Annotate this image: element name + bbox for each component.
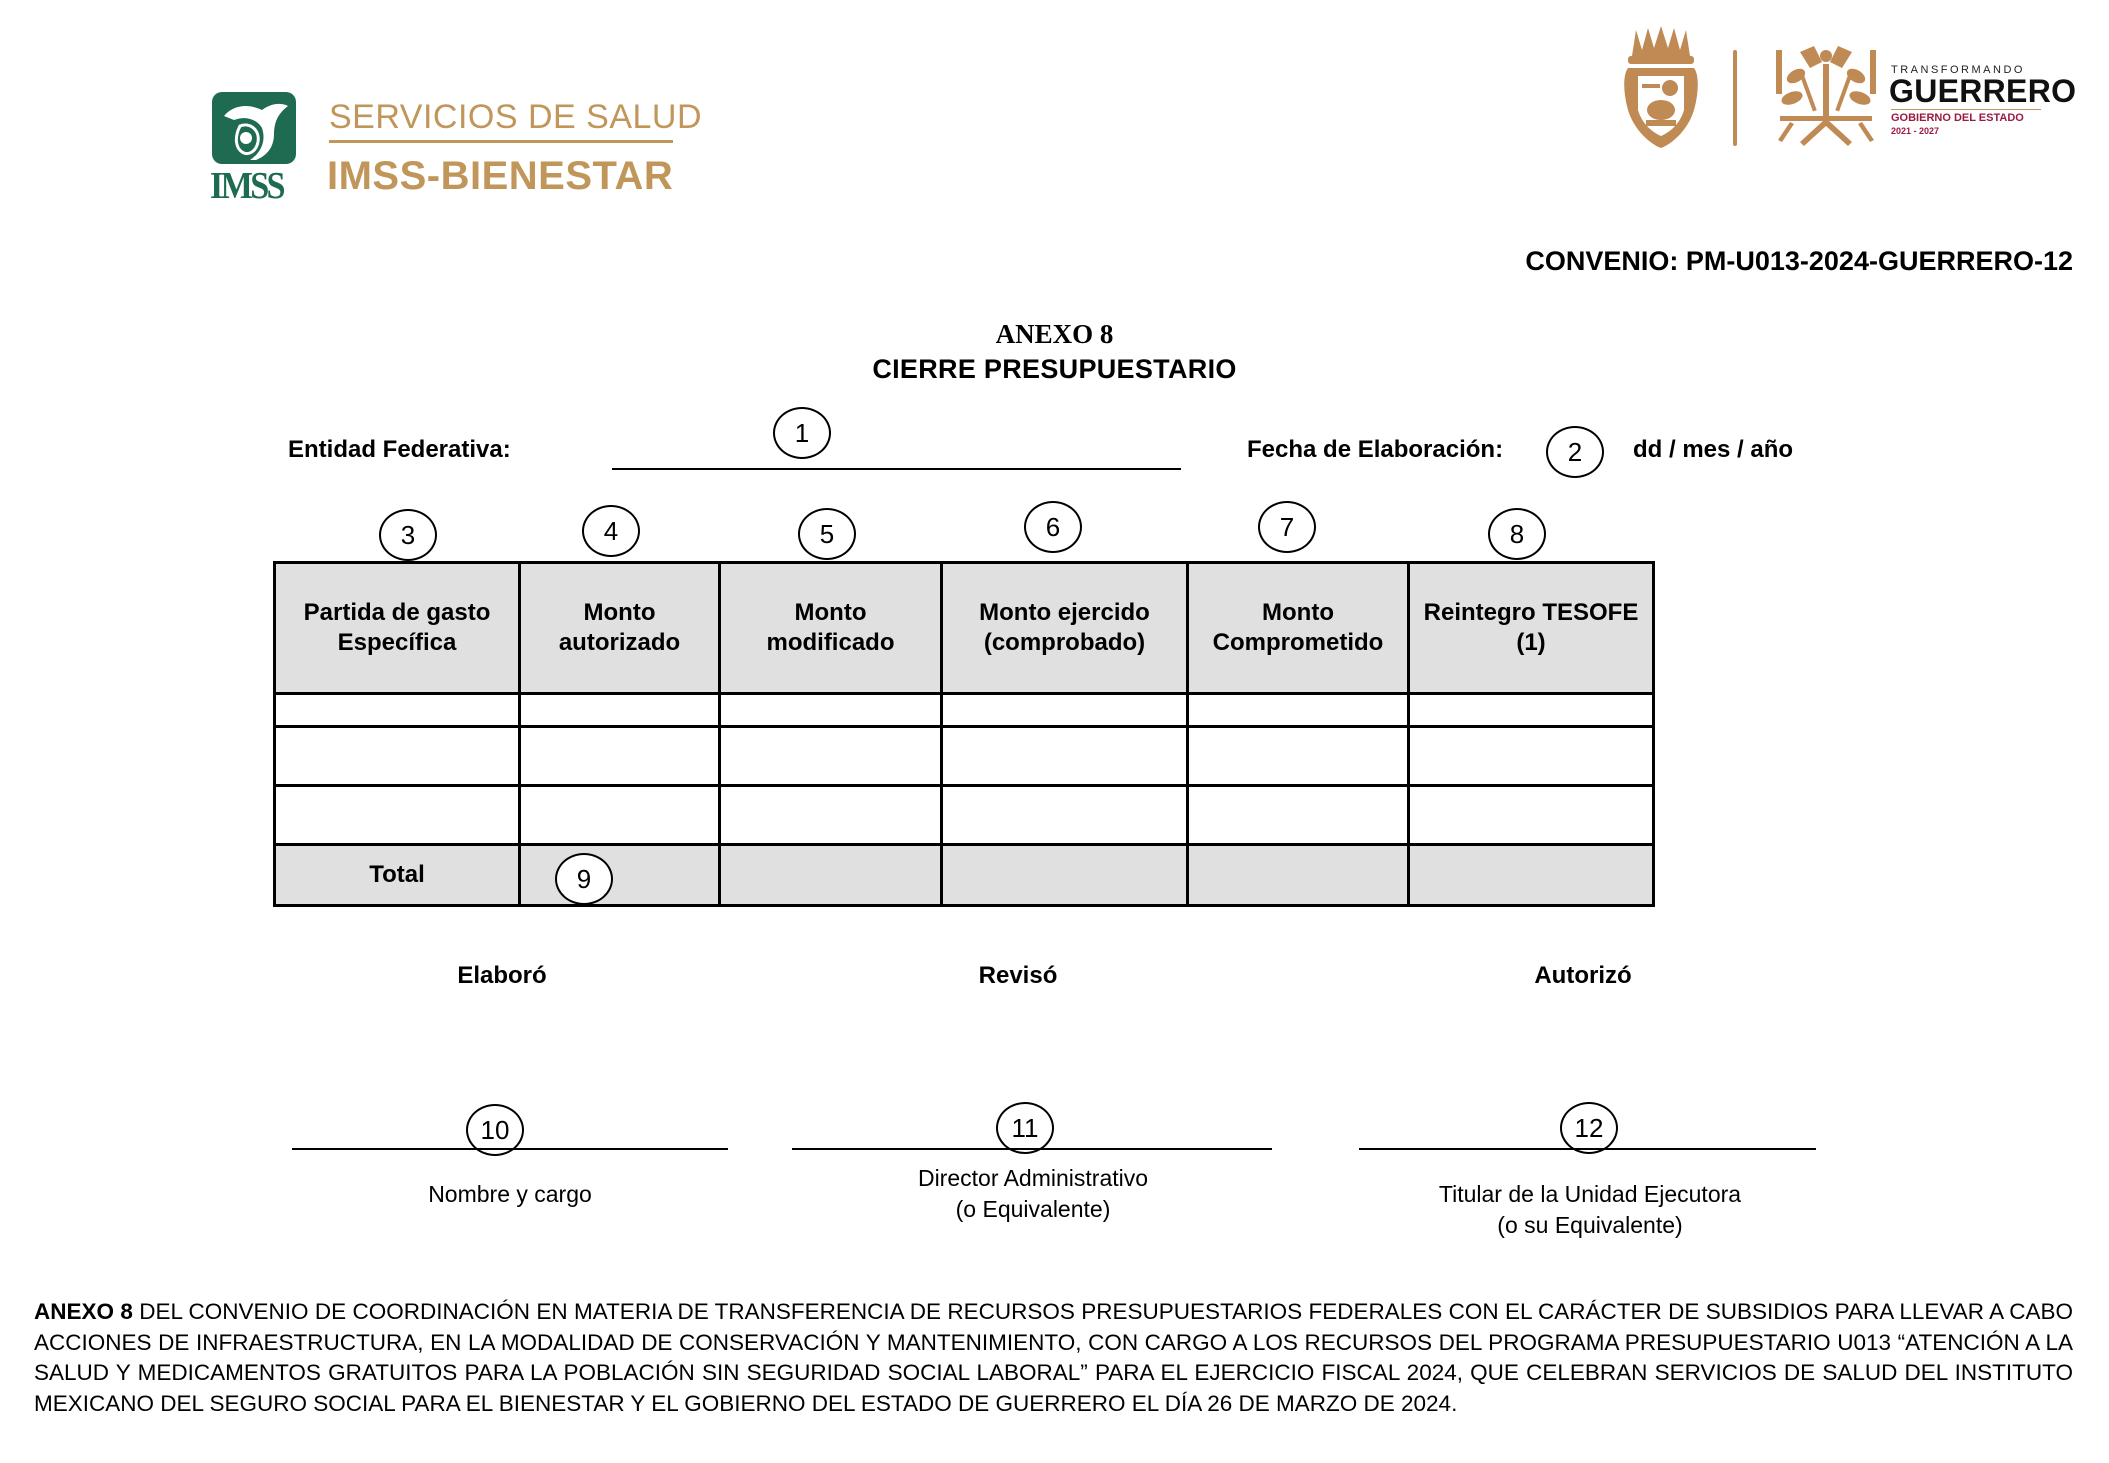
total-cell[interactable] [520,845,720,906]
signature-label-autorizo: Autorizó [1534,962,1632,989]
marker-7: 7 [1258,501,1316,553]
marker-9: 9 [555,853,613,905]
col-header-monto-autorizado: Monto autorizado [520,563,720,694]
table-cell[interactable] [520,694,720,727]
table-cell[interactable] [275,786,520,845]
table-row [275,694,1654,727]
table-cell[interactable] [520,727,720,786]
date-label: Fecha de Elaboración: [1247,436,1504,463]
caption-line: Titular de la Unidad Ejecutora [1438,1181,1742,1207]
signature-label-elaboro: Elaboró [457,962,547,989]
guerrero-name: GUERRERO [1889,73,2077,109]
total-cell[interactable] [1188,845,1409,906]
date-format-field[interactable]: dd / mes / año [1633,436,1794,463]
col-header-reintegro-tesofe: Reintegro TESOFE (1) [1409,563,1654,694]
table-row [275,786,1654,845]
annex-title: ANEXO 8 [995,319,1114,349]
caption-line: (o Equivalente) [955,1196,1111,1222]
caption-line: (o su Equivalente) [1497,1212,1683,1238]
total-cell[interactable] [1409,845,1654,906]
guerrero-tree-icon [1770,42,1882,148]
total-label: Total [275,845,520,906]
table-cell[interactable] [275,694,520,727]
marker-12: 12 [1560,1102,1618,1154]
table-cell[interactable] [720,786,942,845]
total-cell[interactable] [720,845,942,906]
marker-3: 3 [379,509,437,561]
imss-wordmark: IMSS [210,165,283,207]
total-cell[interactable] [942,845,1188,906]
annex-subtitle: CIERRE PRESUPUESTARIO [872,354,1237,384]
caption-line: Director Administrativo [917,1165,1149,1191]
marker-11: 11 [996,1102,1054,1154]
signature-label-reviso: Revisó [978,962,1058,989]
table-cell[interactable] [1409,786,1654,845]
footer-text: DEL CONVENIO DE COORDINACIÓN EN MATERIA DE TRANSFERENCIA DE RECURSOS PRESUPUESTARIOS FEDERALES CON EL CARÁCTER DE SUBSIDIOS PARA LLEVAR A CABO ACCIONES DE INFRAESTRUCTURA, EN LA MODALIDAD DE CONSERVACIÓN Y MANTENIMIENTO, CON CARGO A LOS RECURSOS DEL PROGRAMA PRESUPUESTARIO U013 “ATENCIÓN A LA SALUD Y MEDICAMENTOS GRATUITOS PARA LA POBLACIÓN SIN SEGURIDAD SOCIAL LABORAL” PARA EL EJERCICIO FISCAL 2024, QUE CELEBRAN SERVICIOS DE SALUD DEL INSTITUTO MEXICANO DEL SEGURO SOCIAL PARA EL BIENESTAR Y EL GOBIERNO DEL ESTADO DE GUERRERO EL DÍA 26 DE MARZO DE 2024. [34,1299,2073,1416]
entity-field[interactable] [612,468,1181,470]
marker-6: 6 [1024,501,1082,553]
table-header-row [275,563,1654,694]
budget-closure-table [273,561,1655,907]
table-cell[interactable] [942,694,1188,727]
table-cell[interactable] [1409,727,1654,786]
caption-line: Nombre y cargo [428,1181,592,1207]
marker-1: 1 [773,407,831,459]
guerrero-kicker: TRANSFORMANDO [1891,64,2025,76]
table-cell[interactable] [1188,694,1409,727]
table-row [275,727,1654,786]
logo-divider [1733,50,1737,146]
marker-10: 10 [466,1104,524,1156]
convenio-number: CONVENIO: PM-U013-2024-GUERRERO-12 [1525,246,2073,276]
service-title: SERVICIOS DE SALUD [329,98,703,136]
legal-footer [34,1297,2073,1419]
table-cell[interactable] [1188,786,1409,845]
col-header-monto-ejercido: Monto ejercido (comprobado) [942,563,1188,694]
table-cell[interactable] [720,727,942,786]
imss-eagle-mother-icon [210,90,298,166]
guerrero-years: 2021 - 2027 [1891,126,1940,136]
table-cell[interactable] [942,786,1188,845]
marker-5: 5 [798,508,856,560]
guerrero-government: GOBIERNO DEL ESTADO [1891,112,2024,124]
col-header-monto-modificado: Monto modificado [720,563,942,694]
table-cell[interactable] [720,694,942,727]
col-header-partida: Partida de gasto Específica [275,563,520,694]
marker-8: 8 [1488,508,1546,560]
guerrero-rule [1891,109,2041,110]
marker-4: 4 [582,505,640,557]
signature-caption-elaboro [428,1179,592,1210]
footer-lead: ANEXO 8 [34,1299,133,1324]
table-cell[interactable] [520,786,720,845]
table-cell[interactable] [275,727,520,786]
table-cell[interactable] [1409,694,1654,727]
entity-label: Entidad Federativa: [288,436,511,463]
marker-2: 2 [1546,426,1604,478]
brand-divider [329,140,673,143]
signature-caption-reviso [918,1163,1148,1225]
brand-name: IMSS-BIENESTAR [327,154,674,198]
table-cell[interactable] [942,727,1188,786]
table-cell[interactable] [1188,727,1409,786]
signature-caption-autorizo [1439,1179,1741,1241]
col-header-monto-comprometido: Monto Comprometido [1188,563,1409,694]
table-total-row [275,845,1654,906]
guerrero-crest-icon [1622,26,1700,150]
